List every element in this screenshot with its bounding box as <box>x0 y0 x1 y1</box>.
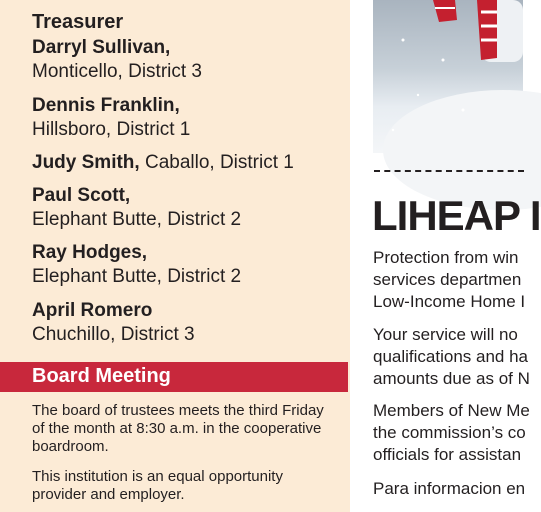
article-line: Low-Income Home I <box>373 292 526 311</box>
article-line: amounts due as of N <box>373 369 530 388</box>
member-name: April Romero <box>32 300 153 321</box>
member-location: Hillsboro, District 1 <box>32 119 191 140</box>
article-line: qualifications and ha <box>373 347 529 366</box>
article-line: Your service will no <box>373 325 518 344</box>
member-location: Chuchillo, District 3 <box>32 324 195 345</box>
article-line: Members of New Me <box>373 401 530 420</box>
member-name: Dennis Franklin, <box>32 95 180 116</box>
article-line: services departmen <box>373 270 522 289</box>
member-name: Paul Scott, <box>32 185 131 206</box>
article-line: Protection from win <box>373 248 519 267</box>
member-name: Ray Hodges, <box>32 242 148 263</box>
article-line: the commission’s co <box>373 423 526 442</box>
member-location: Elephant Butte, District 2 <box>32 209 242 230</box>
member-location: Caballo, District 1 <box>139 152 294 173</box>
member-location: Elephant Butte, District 2 <box>32 266 242 287</box>
member-entry <box>32 36 202 84</box>
article-line: officials for assistan <box>373 445 522 464</box>
member-name: Darryl Sullivan, <box>32 37 171 58</box>
board-meeting-bar <box>0 362 348 392</box>
equal-opportunity-paragraph: This institution is an equal opportunity provider and employer. <box>32 468 283 503</box>
right-column <box>350 0 541 512</box>
snowman-scarf-image <box>373 0 523 153</box>
board-meeting-heading: Board Meeting <box>32 365 171 387</box>
liheap-headline: LIHEAP I <box>372 192 541 239</box>
snow-photo <box>373 0 523 153</box>
member-name: Judy Smith, <box>32 152 140 173</box>
member-entry <box>32 299 195 347</box>
member-entry <box>32 94 190 142</box>
dashed-divider <box>374 170 524 172</box>
role-heading: Treasurer <box>32 11 124 33</box>
member-entry <box>32 184 241 232</box>
member-entry <box>32 241 241 289</box>
meeting-paragraph: The board of trustees meets the third Friday of the month at 8:30 a.m. in the cooperative boardroom. <box>32 402 324 455</box>
member-location: Monticello, District 3 <box>32 61 202 82</box>
member-entry <box>32 151 294 175</box>
article-line: Para informacion en <box>373 479 526 498</box>
